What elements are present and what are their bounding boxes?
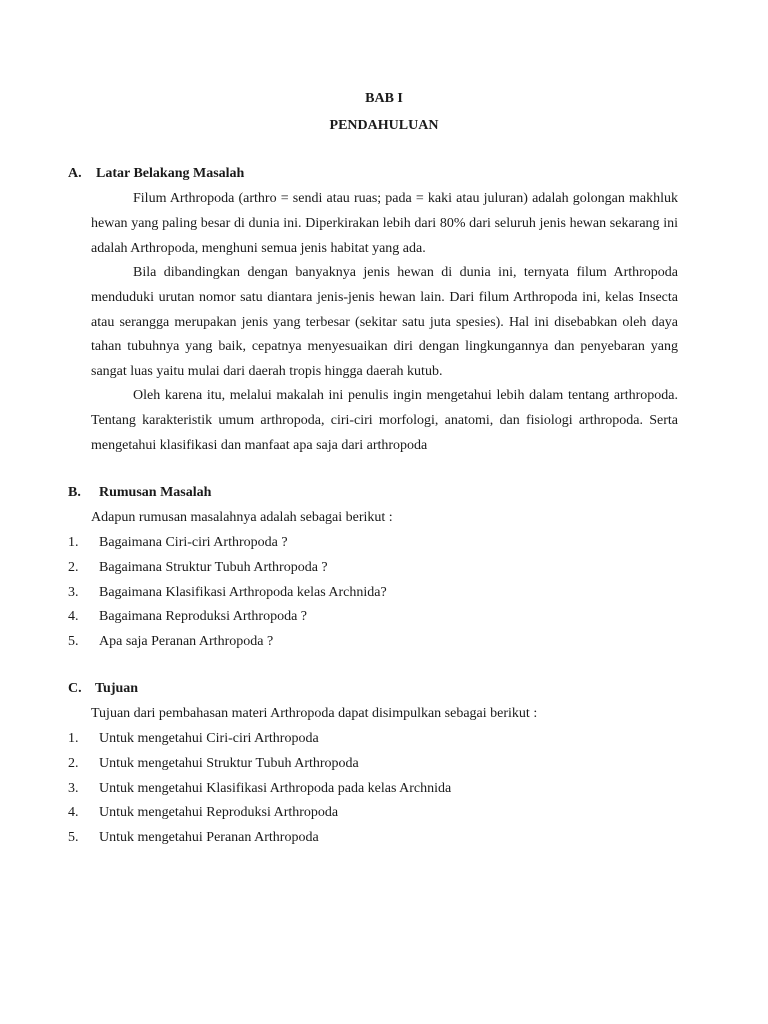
section-a-paragraph-3: Oleh karena itu, melalui makalah ini penulis ingin mengetahui lebih dalam tentang arthropoda. Tentang karakteristik umum arthropoda, ciri-ciri morfologi, anatomi, dan fisiologi arthropoda. Serta mengetahui klasifikasi dan manfaat apa saja dari arthropoda: [91, 388, 678, 453]
list-number: 1.: [68, 731, 79, 746]
chapter-title: PENDAHULUAN: [329, 118, 439, 133]
section-c-title: Tujuan: [95, 681, 139, 696]
list-number: 5.: [68, 634, 79, 650]
list-number: 5.: [68, 830, 79, 846]
list-text: Apa saja Peranan Arthropoda ?: [99, 634, 274, 650]
list-text: Bagaimana Ciri-ciri Arthropoda ?: [99, 535, 288, 550]
list-number: 2.: [68, 755, 79, 771]
section-a-paragraph-2: Bila dibandingkan dengan banyaknya jenis hewan di dunia ini, ternyata filum Arthropoda menduduki urutan nomor satu diantara jenis-jenis hewan lain. Dari filum Arthropoda ini, kelas Insecta atau serangga merupakan jenis yang terbesar (sekitar satu juta spesies). Hal ini disebabkan oleh daya tahan tubuhnya yang baik, cepatnya menyesuaikan diri dengan lingkungannya dan penyebaran yang sangat luas yaitu mulai dari daerah tropis hingga daerah kutub.: [91, 265, 678, 380]
section-a-heading: [68, 166, 244, 182]
section-a-paragraph-1: Filum Arthropoda (arthro = sendi atau ruas; pada = kaki atau juluran) adalah golongan makhluk hewan yang paling besar di dunia ini. Diperkirakan lebih dari 80% dari seluruh jenis hewan sekarang ini adalah Arthropoda, menghuni semua jenis habitat yang ada.: [91, 191, 678, 256]
section-a-letter: A.: [68, 166, 82, 181]
section-b-title: Rumusan Masalah: [99, 485, 212, 500]
list-text: Bagaimana Reproduksi Arthropoda ?: [99, 609, 308, 625]
list-number: 2.: [68, 559, 79, 575]
section-b-intro: Adapun rumusan masalahnya adalah sebagai berikut :: [91, 510, 393, 525]
list-text: Bagaimana Struktur Tubuh Arthropoda ?: [99, 559, 328, 575]
list-text: Untuk mengetahui Klasifikasi Arthropoda pada kelas Archnida: [99, 780, 452, 796]
chapter-number: BAB I: [365, 91, 403, 106]
section-c-heading: [68, 681, 138, 697]
list-number: 3.: [68, 780, 79, 796]
section-b-heading: [68, 485, 211, 501]
section-c-intro: Tujuan dari pembahasan materi Arthropoda dapat disimpulkan sebagai berikut :: [91, 706, 538, 721]
list-text: Untuk mengetahui Reproduksi Arthropoda: [99, 805, 339, 821]
list-number: 4.: [68, 609, 79, 625]
list-text: Untuk mengetahui Struktur Tubuh Arthropoda: [99, 755, 359, 771]
section-a-title: Latar Belakang Masalah: [96, 166, 245, 181]
list-text: Bagaimana Klasifikasi Arthropoda kelas Archnida?: [99, 584, 387, 600]
list-number: 1.: [68, 535, 79, 550]
section-c-letter: C.: [68, 681, 82, 696]
section-b-letter: B.: [68, 485, 81, 500]
list-text: Untuk mengetahui Ciri-ciri Arthropoda: [99, 731, 319, 746]
list-number: 3.: [68, 584, 79, 600]
list-number: 4.: [68, 805, 79, 821]
list-text: Untuk mengetahui Peranan Arthropoda: [99, 830, 319, 846]
